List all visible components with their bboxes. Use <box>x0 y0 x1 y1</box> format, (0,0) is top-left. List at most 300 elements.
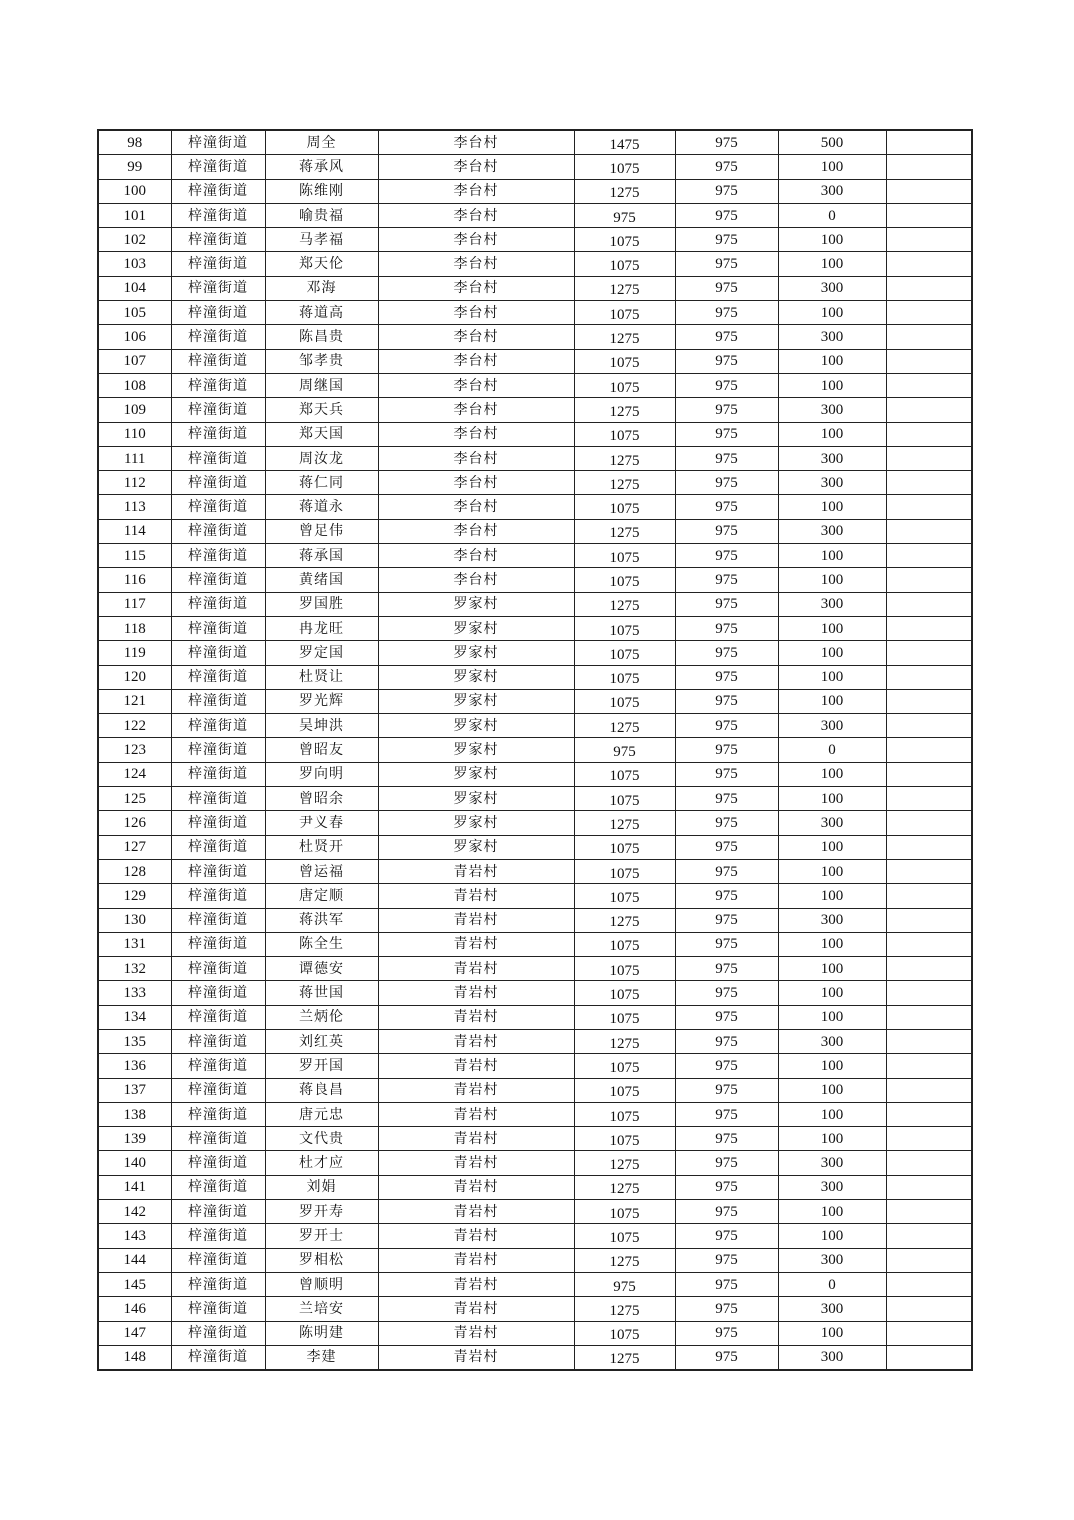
village-cell: 李台村 <box>378 325 574 349</box>
base-amount-cell: 975 <box>675 446 778 470</box>
row-number-cell: 108 <box>98 373 171 397</box>
name-cell: 刘娟 <box>265 1175 378 1199</box>
total-amount-value: 1075 <box>609 1132 640 1149</box>
base-amount-cell: 975 <box>675 1272 778 1296</box>
village-cell: 罗家村 <box>378 835 574 859</box>
row-number-cell: 106 <box>98 325 171 349</box>
base-amount-cell: 975 <box>675 301 778 325</box>
name-cell: 冉龙旺 <box>265 616 378 640</box>
name-cell: 罗光辉 <box>265 689 378 713</box>
row-number-cell: 124 <box>98 762 171 786</box>
extra-amount-cell: 0 <box>778 203 886 227</box>
row-number-cell: 104 <box>98 276 171 300</box>
name-cell: 兰培安 <box>265 1297 378 1321</box>
total-amount-value: 1075 <box>609 671 640 688</box>
total-amount-value: 1075 <box>609 1084 640 1101</box>
row-number-cell: 142 <box>98 1200 171 1224</box>
street-cell: 梓潼街道 <box>171 665 265 689</box>
row-number-cell: 98 <box>98 130 171 155</box>
village-cell: 李台村 <box>378 446 574 470</box>
name-cell: 罗相松 <box>265 1248 378 1272</box>
total-amount-cell <box>574 932 675 956</box>
street-cell: 梓潼街道 <box>171 519 265 543</box>
total-amount-cell <box>574 1005 675 1029</box>
name-cell: 郑天国 <box>265 422 378 446</box>
extra-amount-cell: 100 <box>778 859 886 883</box>
table-row <box>98 1054 972 1078</box>
name-cell: 蒋世国 <box>265 981 378 1005</box>
village-cell: 李台村 <box>378 495 574 519</box>
extra-amount-cell: 100 <box>778 1321 886 1345</box>
base-amount-cell: 975 <box>675 641 778 665</box>
total-amount-value: 1075 <box>609 258 640 275</box>
name-cell: 唐元忠 <box>265 1102 378 1126</box>
note-cell <box>886 471 972 495</box>
table-row <box>98 1151 972 1175</box>
name-cell: 曾昭友 <box>265 738 378 762</box>
extra-amount-cell: 100 <box>778 641 886 665</box>
name-cell: 蒋良昌 <box>265 1078 378 1102</box>
extra-amount-cell: 300 <box>778 325 886 349</box>
street-cell: 梓潼街道 <box>171 1054 265 1078</box>
base-amount-cell: 975 <box>675 689 778 713</box>
table-row <box>98 1345 972 1370</box>
table-row <box>98 908 972 932</box>
total-amount-cell <box>574 1175 675 1199</box>
row-number-cell: 148 <box>98 1345 171 1370</box>
street-cell: 梓潼街道 <box>171 349 265 373</box>
row-number-cell: 107 <box>98 349 171 373</box>
name-cell: 曾运福 <box>265 859 378 883</box>
village-cell: 罗家村 <box>378 738 574 762</box>
note-cell <box>886 495 972 519</box>
row-number-cell: 121 <box>98 689 171 713</box>
total-amount-value: 1075 <box>609 1108 640 1125</box>
row-number-cell: 144 <box>98 1248 171 1272</box>
village-cell: 李台村 <box>378 252 574 276</box>
total-amount-cell <box>574 957 675 981</box>
total-amount-cell <box>574 1248 675 1272</box>
village-cell: 罗家村 <box>378 665 574 689</box>
row-number-cell: 110 <box>98 422 171 446</box>
extra-amount-cell: 100 <box>778 1054 886 1078</box>
name-cell: 蒋道永 <box>265 495 378 519</box>
extra-amount-cell: 100 <box>778 689 886 713</box>
street-cell: 梓潼街道 <box>171 616 265 640</box>
note-cell <box>886 1297 972 1321</box>
extra-amount-cell: 300 <box>778 471 886 495</box>
note-cell <box>886 1005 972 1029</box>
table-row <box>98 228 972 252</box>
table-row <box>98 1102 972 1126</box>
total-amount-value: 1275 <box>609 1302 640 1319</box>
note-cell <box>886 689 972 713</box>
row-number-cell: 140 <box>98 1151 171 1175</box>
note-cell <box>886 1272 972 1296</box>
village-cell: 青岩村 <box>378 884 574 908</box>
village-cell: 青岩村 <box>378 1078 574 1102</box>
extra-amount-cell: 300 <box>778 908 886 932</box>
village-cell: 青岩村 <box>378 1224 574 1248</box>
village-cell: 青岩村 <box>378 1054 574 1078</box>
row-number-cell: 116 <box>98 568 171 592</box>
total-amount-cell <box>574 811 675 835</box>
row-number-cell: 102 <box>98 228 171 252</box>
note-cell <box>886 130 972 155</box>
table-row <box>98 446 972 470</box>
table-row <box>98 1029 972 1053</box>
note-cell <box>886 301 972 325</box>
note-cell <box>886 738 972 762</box>
village-cell: 罗家村 <box>378 641 574 665</box>
base-amount-cell: 975 <box>675 665 778 689</box>
total-amount-value: 1075 <box>609 1230 640 1246</box>
base-amount-cell: 975 <box>675 495 778 519</box>
table-row <box>98 787 972 811</box>
total-amount-value: 1275 <box>609 525 640 542</box>
street-cell: 梓潼街道 <box>171 1248 265 1272</box>
base-amount-cell: 975 <box>675 1078 778 1102</box>
street-cell: 梓潼街道 <box>171 1151 265 1175</box>
table-row <box>98 155 972 179</box>
name-cell: 曾顺明 <box>265 1272 378 1296</box>
note-cell <box>886 1102 972 1126</box>
table-row <box>98 616 972 640</box>
total-amount-value: 1275 <box>609 476 640 493</box>
total-amount-cell <box>574 665 675 689</box>
extra-amount-cell: 300 <box>778 276 886 300</box>
total-amount-cell <box>574 1102 675 1126</box>
extra-amount-cell: 300 <box>778 1248 886 1272</box>
total-amount-value: 1075 <box>609 1059 640 1076</box>
total-amount-cell <box>574 471 675 495</box>
note-cell <box>886 1078 972 1102</box>
base-amount-cell: 975 <box>675 519 778 543</box>
total-amount-value: 1075 <box>609 841 640 858</box>
village-cell: 李台村 <box>378 179 574 203</box>
extra-amount-cell: 100 <box>778 1224 886 1248</box>
note-cell <box>886 373 972 397</box>
village-cell: 青岩村 <box>378 1321 574 1345</box>
street-cell: 梓潼街道 <box>171 1078 265 1102</box>
total-amount-value: 1075 <box>609 646 640 663</box>
name-cell: 罗向明 <box>265 762 378 786</box>
total-amount-cell <box>574 835 675 859</box>
extra-amount-cell: 300 <box>778 446 886 470</box>
total-amount-cell <box>574 689 675 713</box>
total-amount-value: 1075 <box>609 160 640 177</box>
name-cell: 尹义春 <box>265 811 378 835</box>
name-cell: 黄绪国 <box>265 568 378 592</box>
note-cell <box>886 519 972 543</box>
extra-amount-cell: 100 <box>778 762 886 786</box>
name-cell: 谭德安 <box>265 957 378 981</box>
street-cell: 梓潼街道 <box>171 981 265 1005</box>
total-amount-value: 1275 <box>609 1351 640 1368</box>
name-cell: 陈昌贵 <box>265 325 378 349</box>
base-amount-cell: 975 <box>675 1175 778 1199</box>
total-amount-cell <box>574 884 675 908</box>
row-number-cell: 134 <box>98 1005 171 1029</box>
allowance-table <box>97 129 973 1371</box>
total-amount-cell <box>574 446 675 470</box>
total-amount-cell <box>574 592 675 616</box>
row-number-cell: 120 <box>98 665 171 689</box>
street-cell: 梓潼街道 <box>171 495 265 519</box>
base-amount-cell: 975 <box>675 544 778 568</box>
row-number-cell: 105 <box>98 301 171 325</box>
row-number-cell: 126 <box>98 811 171 835</box>
extra-amount-cell: 300 <box>778 592 886 616</box>
name-cell: 唐定顺 <box>265 884 378 908</box>
row-number-cell: 136 <box>98 1054 171 1078</box>
name-cell: 周继国 <box>265 373 378 397</box>
total-amount-value: 1075 <box>609 379 640 396</box>
street-cell: 梓潼街道 <box>171 1175 265 1199</box>
table-row <box>98 738 972 762</box>
note-cell <box>886 544 972 568</box>
village-cell: 李台村 <box>378 544 574 568</box>
total-amount-cell <box>574 276 675 300</box>
total-amount-value: 1075 <box>609 1011 640 1028</box>
row-number-cell: 101 <box>98 203 171 227</box>
total-amount-cell <box>574 1345 675 1370</box>
base-amount-cell: 975 <box>675 981 778 1005</box>
base-amount-cell: 975 <box>675 1224 778 1248</box>
extra-amount-cell: 100 <box>778 228 886 252</box>
table-row <box>98 519 972 543</box>
note-cell <box>886 787 972 811</box>
name-cell: 罗国胜 <box>265 592 378 616</box>
table-row <box>98 1005 972 1029</box>
table-row <box>98 981 972 1005</box>
village-cell: 青岩村 <box>378 1297 574 1321</box>
total-amount-cell <box>574 155 675 179</box>
total-amount-value: 975 <box>613 1278 636 1295</box>
extra-amount-cell: 100 <box>778 957 886 981</box>
table-row <box>98 1175 972 1199</box>
total-amount-value: 1075 <box>609 865 640 882</box>
total-amount-value: 1275 <box>609 598 640 615</box>
base-amount-cell: 975 <box>675 471 778 495</box>
total-amount-cell <box>574 1127 675 1151</box>
village-cell: 罗家村 <box>378 592 574 616</box>
row-number-cell: 118 <box>98 616 171 640</box>
total-amount-cell <box>574 568 675 592</box>
street-cell: 梓潼街道 <box>171 689 265 713</box>
row-number-cell: 143 <box>98 1224 171 1248</box>
total-amount-cell <box>574 495 675 519</box>
note-cell <box>886 641 972 665</box>
extra-amount-cell: 0 <box>778 1272 886 1296</box>
street-cell: 梓潼街道 <box>171 859 265 883</box>
table-row <box>98 859 972 883</box>
street-cell: 梓潼街道 <box>171 1200 265 1224</box>
row-number-cell: 133 <box>98 981 171 1005</box>
village-cell: 李台村 <box>378 276 574 300</box>
extra-amount-cell: 300 <box>778 1029 886 1053</box>
street-cell: 梓潼街道 <box>171 155 265 179</box>
total-amount-value: 1275 <box>609 1035 640 1052</box>
total-amount-cell <box>574 1200 675 1224</box>
row-number-cell: 138 <box>98 1102 171 1126</box>
total-amount-cell <box>574 130 675 155</box>
base-amount-cell: 975 <box>675 1151 778 1175</box>
street-cell: 梓潼街道 <box>171 130 265 155</box>
name-cell: 蒋承国 <box>265 544 378 568</box>
name-cell: 郑天伦 <box>265 252 378 276</box>
total-amount-cell <box>574 787 675 811</box>
extra-amount-cell: 100 <box>778 835 886 859</box>
village-cell: 李台村 <box>378 519 574 543</box>
row-number-cell: 109 <box>98 398 171 422</box>
row-number-cell: 147 <box>98 1321 171 1345</box>
table-row <box>98 422 972 446</box>
note-cell <box>886 811 972 835</box>
total-amount-value: 1275 <box>609 282 640 299</box>
extra-amount-cell: 100 <box>778 422 886 446</box>
base-amount-cell: 975 <box>675 1005 778 1029</box>
street-cell: 梓潼街道 <box>171 276 265 300</box>
total-amount-cell <box>574 373 675 397</box>
total-amount-value: 1075 <box>609 889 640 906</box>
base-amount-cell: 975 <box>675 714 778 738</box>
table-row <box>98 689 972 713</box>
extra-amount-cell: 100 <box>778 568 886 592</box>
total-amount-value: 1275 <box>609 331 640 348</box>
note-cell <box>886 1054 972 1078</box>
extra-amount-cell: 100 <box>778 884 886 908</box>
extra-amount-cell: 500 <box>778 130 886 155</box>
note-cell <box>886 981 972 1005</box>
base-amount-cell: 975 <box>675 1248 778 1272</box>
extra-amount-cell: 300 <box>778 1297 886 1321</box>
note-cell <box>886 957 972 981</box>
table-row <box>98 544 972 568</box>
base-amount-cell: 975 <box>675 738 778 762</box>
extra-amount-cell: 100 <box>778 349 886 373</box>
total-amount-value: 975 <box>613 209 636 226</box>
table-row <box>98 252 972 276</box>
base-amount-cell: 975 <box>675 811 778 835</box>
extra-amount-cell: 100 <box>778 1102 886 1126</box>
note-cell <box>886 155 972 179</box>
row-number-cell: 130 <box>98 908 171 932</box>
note-cell <box>886 665 972 689</box>
note-cell <box>886 908 972 932</box>
street-cell: 梓潼街道 <box>171 422 265 446</box>
street-cell: 梓潼街道 <box>171 179 265 203</box>
name-cell: 李建 <box>265 1345 378 1370</box>
extra-amount-cell: 300 <box>778 398 886 422</box>
village-cell: 李台村 <box>378 422 574 446</box>
name-cell: 吴坤洪 <box>265 714 378 738</box>
table-row <box>98 1078 972 1102</box>
name-cell: 蒋承风 <box>265 155 378 179</box>
note-cell <box>886 616 972 640</box>
village-cell: 青岩村 <box>378 908 574 932</box>
name-cell: 周汝龙 <box>265 446 378 470</box>
base-amount-cell: 975 <box>675 1127 778 1151</box>
street-cell: 梓潼街道 <box>171 1345 265 1370</box>
base-amount-cell: 975 <box>675 349 778 373</box>
name-cell: 邹孝贵 <box>265 349 378 373</box>
table-row <box>98 203 972 227</box>
extra-amount-cell: 100 <box>778 373 886 397</box>
note-cell <box>886 398 972 422</box>
note-cell <box>886 592 972 616</box>
base-amount-cell: 975 <box>675 859 778 883</box>
village-cell: 罗家村 <box>378 714 574 738</box>
total-amount-cell <box>574 1321 675 1345</box>
total-amount-cell <box>574 325 675 349</box>
name-cell: 马孝福 <box>265 228 378 252</box>
extra-amount-cell: 0 <box>778 738 886 762</box>
street-cell: 梓潼街道 <box>171 932 265 956</box>
total-amount-value: 1075 <box>609 1205 640 1222</box>
table-row <box>98 641 972 665</box>
base-amount-cell: 975 <box>675 276 778 300</box>
base-amount-cell: 975 <box>675 1321 778 1345</box>
street-cell: 梓潼街道 <box>171 738 265 762</box>
street-cell: 梓潼街道 <box>171 1224 265 1248</box>
street-cell: 梓潼街道 <box>171 641 265 665</box>
extra-amount-cell: 300 <box>778 1345 886 1370</box>
extra-amount-cell: 300 <box>778 1175 886 1199</box>
name-cell: 喻贵福 <box>265 203 378 227</box>
row-number-cell: 111 <box>98 446 171 470</box>
note-cell <box>886 203 972 227</box>
base-amount-cell: 975 <box>675 1297 778 1321</box>
table-row <box>98 325 972 349</box>
total-amount-value: 1475 <box>609 136 640 153</box>
extra-amount-cell: 100 <box>778 1078 886 1102</box>
extra-amount-cell: 100 <box>778 932 886 956</box>
total-amount-cell <box>574 301 675 325</box>
total-amount-value: 1275 <box>609 1157 640 1174</box>
street-cell: 梓潼街道 <box>171 957 265 981</box>
total-amount-value: 1275 <box>609 816 640 833</box>
table-row <box>98 1224 972 1248</box>
total-amount-value: 1075 <box>609 622 640 639</box>
village-cell: 罗家村 <box>378 616 574 640</box>
total-amount-cell <box>574 641 675 665</box>
total-amount-value: 1075 <box>609 987 640 1004</box>
village-cell: 青岩村 <box>378 859 574 883</box>
row-number-cell: 135 <box>98 1029 171 1053</box>
total-amount-cell <box>574 422 675 446</box>
extra-amount-cell: 100 <box>778 1200 886 1224</box>
base-amount-cell: 975 <box>675 932 778 956</box>
note-cell <box>886 325 972 349</box>
total-amount-cell <box>574 349 675 373</box>
total-amount-value: 1075 <box>609 938 640 955</box>
row-number-cell: 100 <box>98 179 171 203</box>
village-cell: 青岩村 <box>378 932 574 956</box>
base-amount-cell: 975 <box>675 884 778 908</box>
name-cell: 兰炳伦 <box>265 1005 378 1029</box>
row-number-cell: 128 <box>98 859 171 883</box>
base-amount-cell: 975 <box>675 325 778 349</box>
table-row <box>98 665 972 689</box>
street-cell: 梓潼街道 <box>171 835 265 859</box>
table-row <box>98 1127 972 1151</box>
street-cell: 梓潼街道 <box>171 1005 265 1029</box>
name-cell: 邓海 <box>265 276 378 300</box>
row-number-cell: 141 <box>98 1175 171 1199</box>
table-row <box>98 1200 972 1224</box>
base-amount-cell: 975 <box>675 787 778 811</box>
